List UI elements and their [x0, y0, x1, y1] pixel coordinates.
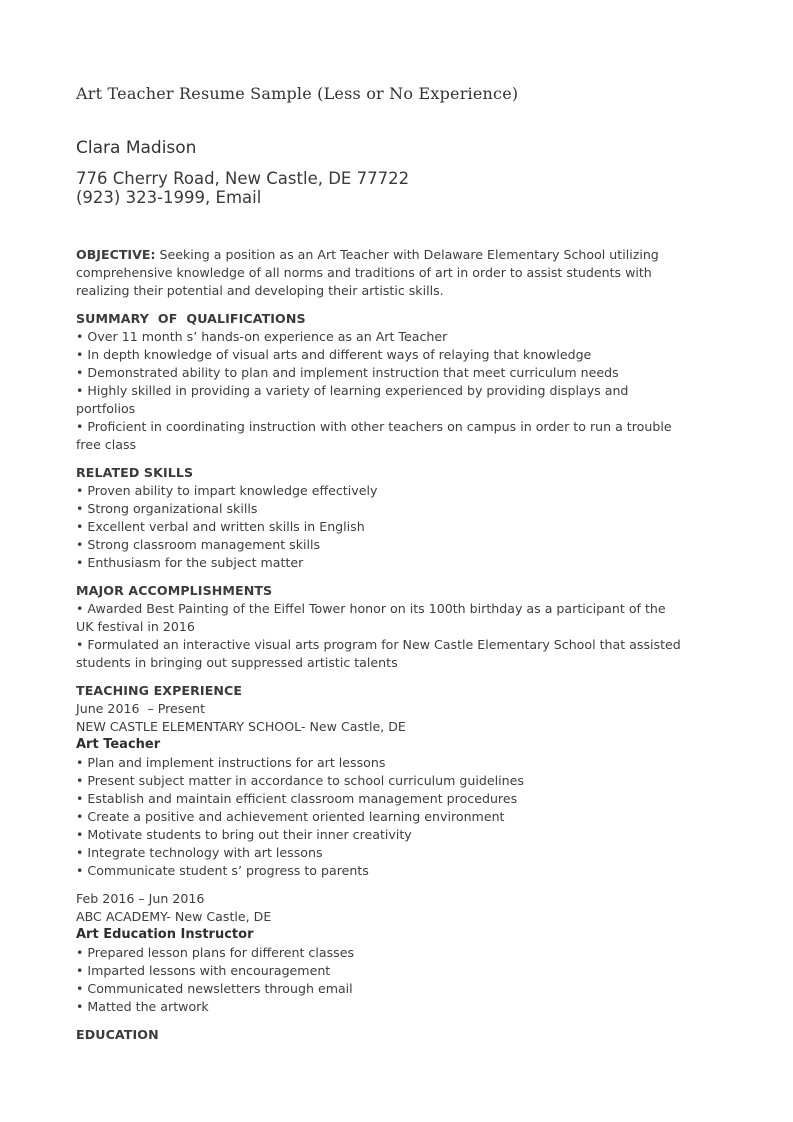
accomplishment-item: • Formulated an interactive visual arts program for New Castle Elementary School that assisted [76, 637, 681, 652]
accomplishment-item: students in bringing out suppressed artistic talents [76, 655, 398, 670]
skill-item: • Strong organizational skills [76, 501, 258, 516]
objective-label: OBJECTIVE: [76, 247, 156, 262]
summary-heading: SUMMARY OF QUALIFICATIONS [76, 311, 306, 326]
section-gap [76, 672, 726, 682]
job-duty: • Establish and maintain efficient classroom management procedures [76, 791, 518, 806]
candidate-address: 776 Cherry Road, New Castle, DE 77722 [76, 169, 410, 188]
summary-item: • In depth knowledge of visual arts and different ways of relaying that knowledge [76, 347, 592, 362]
candidate-phone-email: (923) 323-1999, Email [76, 188, 262, 207]
job-dates: June 2016 – Present [76, 701, 206, 716]
accomplishments-heading: MAJOR ACCOMPLISHMENTS [76, 583, 273, 598]
job-duty: • Present subject matter in accordance to school curriculum guidelines [76, 773, 524, 788]
job-role: Art Teacher [76, 737, 161, 752]
experience-heading: TEACHING EXPERIENCE [76, 683, 243, 698]
summary-section [76, 310, 726, 454]
experience-section [76, 682, 726, 1016]
skill-item: • Proven ability to impart knowledge effectively [76, 483, 378, 498]
skill-item: • Enthusiasm for the subject matter [76, 555, 304, 570]
accomplishments-section [76, 582, 726, 672]
job-entry [76, 700, 726, 880]
summary-item: • Highly skilled in providing a variety of learning experienced by providing displays and [76, 383, 629, 398]
skills-heading: RELATED SKILLS [76, 465, 194, 480]
candidate-name: Clara Madison [76, 138, 197, 158]
job-duty: • Imparted lessons with encouragement [76, 963, 331, 978]
section-gap [76, 454, 726, 464]
resume-body [76, 246, 726, 1044]
accomplishment-item: UK festival in 2016 [76, 619, 195, 634]
objective-section [76, 246, 726, 300]
job-duty: • Motivate students to bring out their inner creativity [76, 827, 412, 842]
document-title: Art Teacher Resume Sample (Less or No Experience) [76, 84, 519, 103]
entry-gap [76, 880, 726, 890]
job-role: Art Education Instructor [76, 927, 254, 942]
summary-item: free class [76, 437, 137, 452]
skill-item: • Strong classroom management skills [76, 537, 321, 552]
job-entry [76, 890, 726, 1016]
summary-item: • Demonstrated ability to plan and implement instruction that meet curriculum needs [76, 365, 619, 380]
section-gap [76, 572, 726, 582]
education-section [76, 1026, 726, 1044]
section-gap [76, 1016, 726, 1026]
job-duty: • Integrate technology with art lessons [76, 845, 323, 860]
section-gap [76, 300, 726, 310]
job-duty: • Create a positive and achievement oriented learning environment [76, 809, 505, 824]
objective-line [76, 246, 726, 264]
objective-line: comprehensive knowledge of all norms and traditions of art in order to assist students with [76, 265, 652, 280]
job-duty: • Prepared lesson plans for different classes [76, 945, 355, 960]
education-heading: EDUCATION [76, 1027, 159, 1042]
job-duty: • Matted the artwork [76, 999, 209, 1014]
summary-item: • Over 11 month s’ hands-on experience as an Art Teacher [76, 329, 448, 344]
job-duty: • Plan and implement instructions for art lessons [76, 755, 386, 770]
objective-text: Seeking a position as an Art Teacher with Delaware Elementary School utilizing [155, 247, 659, 262]
accomplishment-item: • Awarded Best Painting of the Eiffel Tower honor on its 100th birthday as a participant of the [76, 601, 666, 616]
objective-line: realizing their potential and developing their artistic skills. [76, 283, 444, 298]
contact-block [76, 169, 409, 207]
skills-section [76, 464, 726, 572]
job-employer: ABC ACADEMY- New Castle, DE [76, 909, 272, 924]
job-duty: • Communicated newsletters through email [76, 981, 353, 996]
summary-item: portfolios [76, 401, 136, 416]
skill-item: • Excellent verbal and written skills in English [76, 519, 365, 534]
job-duty: • Communicate student s’ progress to parents [76, 863, 369, 878]
job-dates: Feb 2016 – Jun 2016 [76, 891, 205, 906]
summary-item: • Proficient in coordinating instruction with other teachers on campus in order to run a trouble [76, 419, 672, 434]
job-employer: NEW CASTLE ELEMENTARY SCHOOL- New Castle, DE [76, 719, 406, 734]
